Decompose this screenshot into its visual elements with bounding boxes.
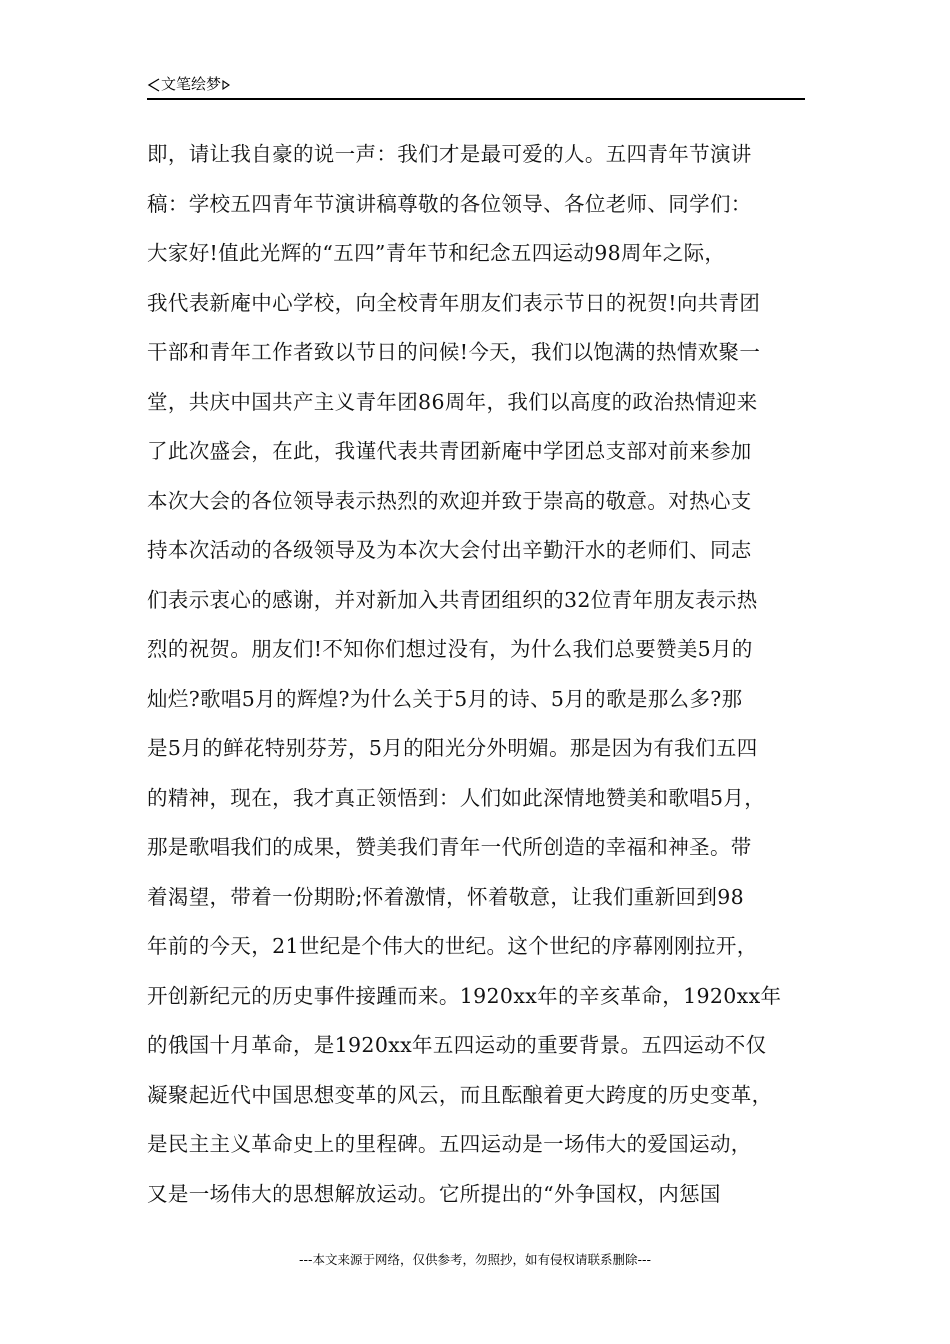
text-line: 的俄国十月革命，是1920xx年五四运动的重要背景。五四运动不仅 [147, 1033, 767, 1057]
page-header [147, 72, 805, 100]
left-triangle-icon [147, 77, 161, 93]
text-line: 烈的祝贺。朋友们!不知你们想过没有，为什么我们总要赞美5月的 [147, 637, 753, 661]
text-line: 开创新纪元的历史事件接踵而来。1920xx年的辛亥革命，1920xx年 [147, 983, 782, 1008]
text-line: 持本次活动的各级领导及为本次大会付出辛勤汗水的老师们、同志 [147, 538, 752, 562]
text-line: 又是一场伟大的思想解放运动。它所提出的“外争国权，内惩国 [147, 1181, 721, 1206]
text-line: 灿烂?歌唱5月的辉煌?为什么关于5月的诗、5月的歌是那么多?那 [147, 686, 743, 711]
document-body [147, 130, 815, 1219]
source-disclaimer: ---本文来源于网络，仅供参考，勿照抄，如有侵权请联系删除--- [298, 1252, 652, 1267]
text-line: 着渴望，带着一份期盼;怀着激情，怀着敬意，让我们重新回到98 [147, 884, 744, 909]
text-line: 那是歌唱我们的成果，赞美我们青年一代所创造的幸福和神圣。带 [147, 835, 752, 859]
text-line: 我代表新庵中心学校，向全校青年朋友们表示节日的祝贺!向共青团 [147, 290, 761, 315]
text-line: 干部和青年工作者致以节日的问候!今天，我们以饱满的热情欢聚一 [147, 340, 761, 364]
text-line: 是民主主义革命史上的里程碑。五四运动是一场伟大的爱国运动， [147, 1132, 752, 1156]
text-line: 即，请让我自豪的说一声：我们才是最可爱的人。五四青年节演讲 [147, 142, 752, 166]
text-line: 们表示衷心的感谢，并对新加入共青团组织的32位青年朋友表示热 [147, 587, 758, 612]
text-line: 堂，共庆中国共产主义青年团86周年，我们以高度的政治热情迎来 [147, 389, 758, 414]
brand-name: 文笔绘梦 [161, 75, 222, 93]
right-triangle-icon [221, 79, 231, 91]
text-line: 稿：学校五四青年节演讲稿尊敬的各位领导、各位老师、同学们： [147, 191, 752, 216]
text-line: 的精神，现在，我才真正领悟到：人们如此深情地赞美和歌唱5月， [147, 785, 766, 810]
text-line: 大家好!值此光辉的“五四”青年节和纪念五四运动98周年之际， [147, 241, 726, 265]
text-line: 是5月的鲜花特别芬芳，5月的阳光分外明媚。那是因为有我们五四 [147, 736, 758, 760]
text-line: 了此次盛会，在此，我谨代表共青团新庵中学团总支部对前来参加 [147, 439, 752, 463]
text-line: 凝聚起近代中国思想变革的风云，而且酝酿着更大跨度的历史变革， [147, 1082, 773, 1107]
text-line: 本次大会的各位领导表示热烈的欢迎并致于崇高的敬意。对热心支 [147, 488, 752, 513]
text-line: 年前的今天，21世纪是个伟大的世纪。这个世纪的序幕刚刚拉开， [147, 934, 758, 958]
brand-logo [147, 74, 231, 94]
